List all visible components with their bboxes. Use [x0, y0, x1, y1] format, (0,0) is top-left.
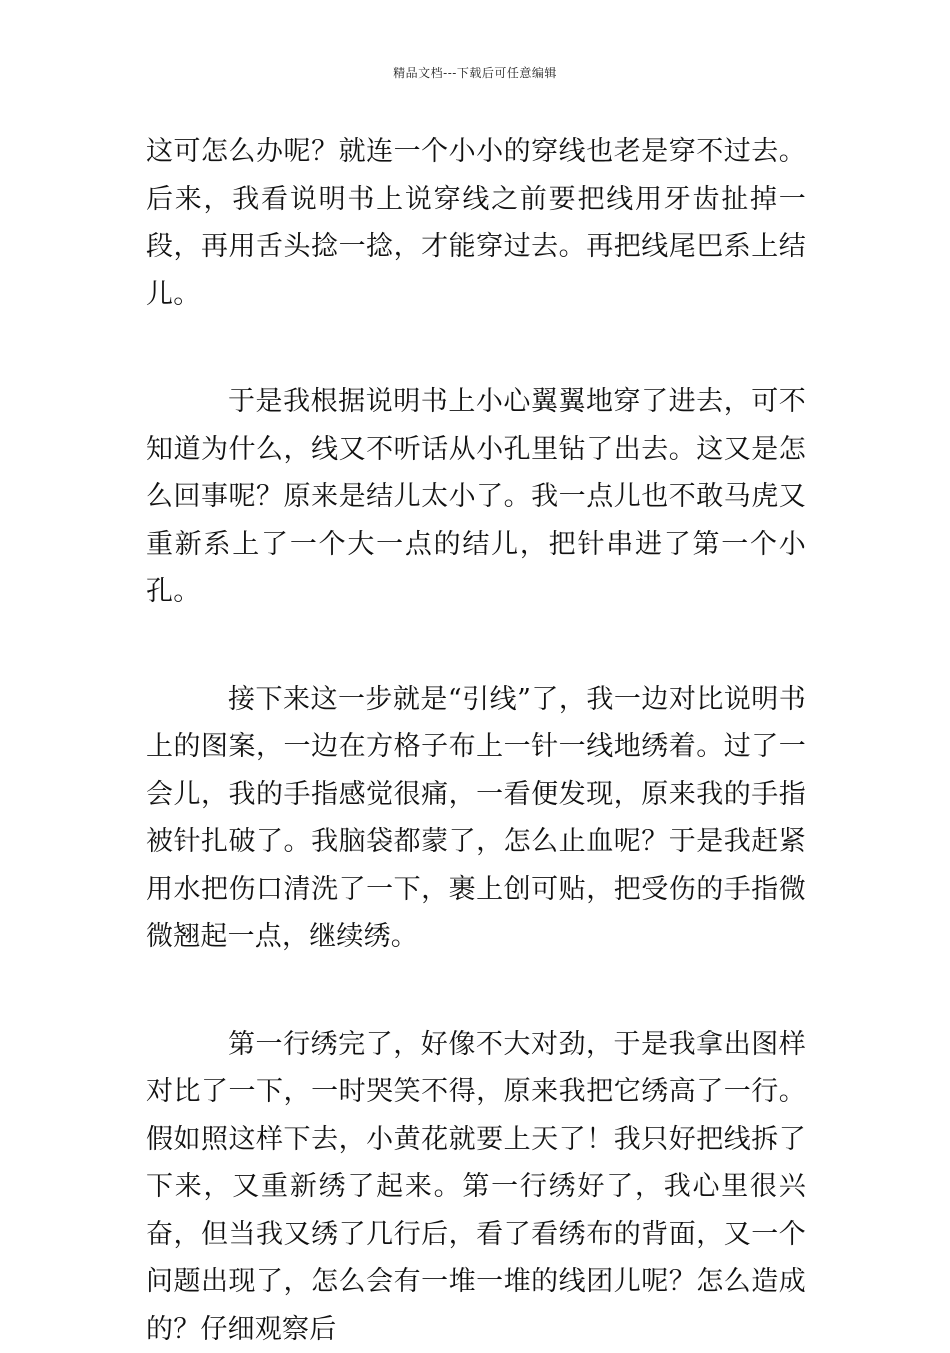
paragraph-2: 于是我根据说明书上小心翼翼地穿了进去，可不知道为什么，线又不听话从小孔里钻了出去。这又是怎么回事呢？原来是结儿太小了。我一点儿也不敢马虎又重新系上了一个大一点的结儿，把针串进了第一个小孔。: [146, 378, 806, 616]
paragraph-4: 第一行绣完了，好像不大对劲，于是我拿出图样对比了一下，一时哭笑不得，原来我把它绣高了一行。假如照这样下去，小黄花就要上天了！我只好把线拆了下来，又重新绣了起来。第一行绣好了，我心里很兴奋，但当我又绣了几行后，看了看绣布的背面，又一个问题出现了，怎么会有一堆一堆的线团儿呢？怎么造成的？仔细观察后: [146, 1021, 806, 1353]
paragraph-1: 这可怎么办呢？就连一个小小的穿线也老是穿不过去。后来，我看说明书上说穿线之前要把线用牙齿扯掉一段，再用舌头捻一捻，才能穿过去。再把线尾巴系上结儿。: [146, 128, 806, 318]
document-body: [146, 128, 806, 1353]
page-header: 精品文档---下载后可任意编辑: [0, 64, 950, 81]
paragraph-3: 接下来这一步就是“引线”了，我一边对比说明书上的图案，一边在方格子布上一针一线地绣着。过了一会儿，我的手指感觉很痛，一看便发现，原来我的手指被针扎破了。我脑袋都蒙了，怎么止血呢？于是我赶紧用水把伤口清洗了一下，裹上创可贴，把受伤的手指微微翘起一点，继续绣。: [146, 676, 806, 961]
